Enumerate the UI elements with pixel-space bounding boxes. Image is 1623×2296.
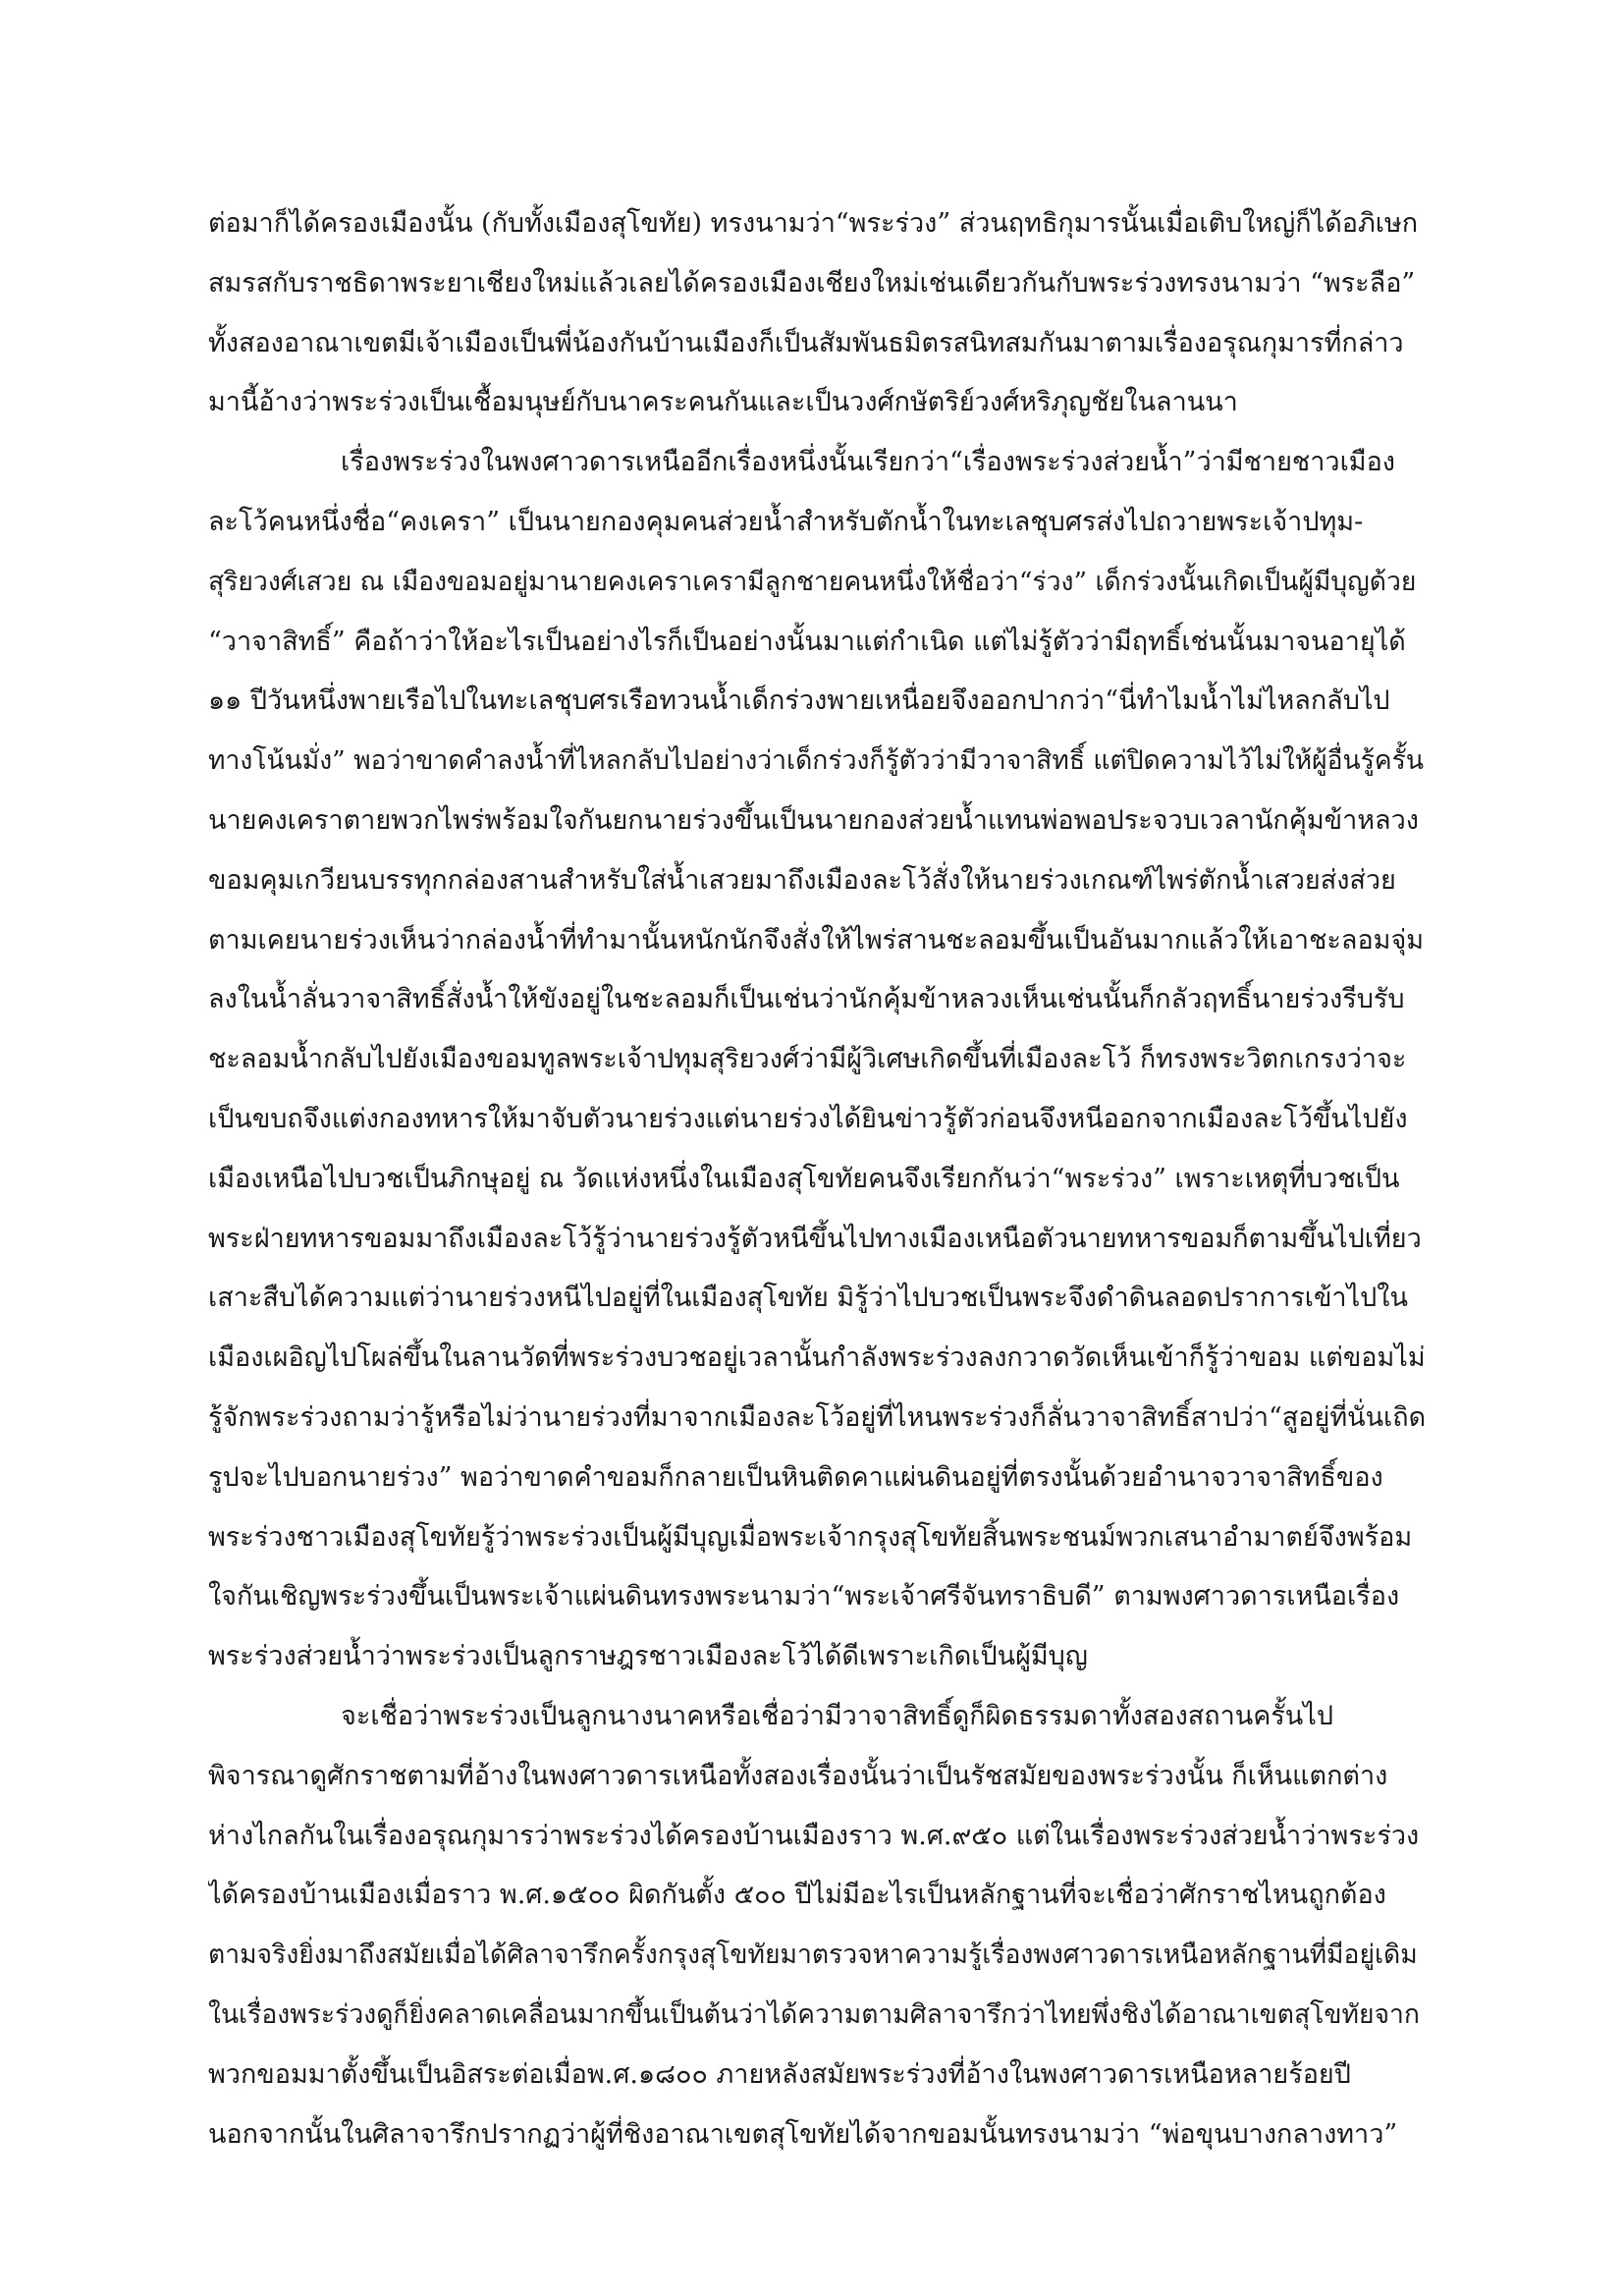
text-line: ๑๑ ปีวันหนึ่งพายเรือไปในทะเลชุบศรเรือทวนน้ำเด็กร่วงพายเหนื่อยจึงออกปากว่า“นี่ทำไมน้ำไม่ไหลกลับไป xyxy=(208,685,1390,717)
text-line: ในเรื่องพระร่วงดูก็ยิ่งคลาดเคลื่อนมากขึ้นเป็นต้นว่าได้ความตามศิลาจารึกว่าไทยพึ่งชิงได้อาณาเขตสุโขทัยจาก xyxy=(208,1998,1420,2030)
text-line: พระร่วงชาวเมืองสุโขทัยรู้ว่าพระร่วงเป็นผู้มีบุญเมื่อพระเจ้ากรุงสุโขทัยสิ้นพระชนม์พวกเสนาอำมาตย์จึงพร้อม xyxy=(208,1521,1413,1553)
text-line: ลงในน้ำลั่นวาจาสิทธิ์สั่งน้ำให้ขังอยู่ในชะลอมก็เป็นเช่นว่านักคุ้มข้าหลวงเห็นเช่นนั้นก็กลัวฤทธิ์นายร่วงรีบรับ xyxy=(208,984,1405,1015)
text-line: ขอมคุมเกวียนบรรทุกกล่องสานสำหรับใส่น้ำเสวยมาถึงเมืองละโว้สั่งให้นายร่วงเกณฑ์ไพร่ตักน้ำเสวยส่งส่วย xyxy=(208,864,1396,896)
text-line: ห่างไกลกันในเรื่องอรุณกุมารว่าพระร่วงได้ครองบ้านเมืองราว พ.ศ.๙๕๐ แต่ในเรื่องพระร่วงส่วยน้ำว่าพระร่วง xyxy=(208,1820,1420,1851)
body-text xyxy=(208,194,1426,2164)
text-line: พวกขอมมาตั้งขึ้นเป็นอิสระต่อเมื่อพ.ศ.๑๘๐๐ ภายหลังสมัยพระร่วงที่อ้างในพงศาวดารเหนือหลายร้อยปี xyxy=(208,2058,1351,2090)
text-line: ทั้งสองอาณาเขตมีเจ้าเมืองเป็นพี่น้องกันบ้านเมืองก็เป็นสัมพันธมิตรสนิทสมกันมาตามเรื่องอรุณกุมารที่กล่าว xyxy=(208,327,1404,358)
text-line: เมืองเหนือไปบวชเป็นภิกษุอยู่ ณ วัดแห่งหนึ่งในเมืองสุโขทัยคนจึงเรียกกันว่า“พระร่วง” เพราะเหตุที่บวชเป็น xyxy=(208,1163,1400,1194)
text-line: นอกจากนั้นในศิลาจารึกปรากฏว่าผู้ที่ชิงอาณาเขตสุโขทัยได้จากขอมนั้นทรงนามว่า “พ่อขุนบางกลางทาว” xyxy=(208,2118,1398,2150)
text-line: รู้จักพระร่วงถามว่ารู้หรือไม่ว่านายร่วงที่มาจากเมืองละโว้อยู่ที่ไหนพระร่วงก็ลั่นวาจาสิทธิ์สาปว่า“สูอยู่ที่นั่นเถิด xyxy=(208,1401,1426,1433)
text-line: “วาจาสิทธิ์” คือถ้าว่าให้อะไรเป็นอย่างไรก็เป็นอย่างนั้นมาแต่กำเนิด แต่ไม่รู้ตัวว่ามีฤทธิ์เช่นนั้นมาจนอายุได้ xyxy=(208,626,1406,657)
text-line: สุริยวงศ์เสวย ณ เมืองขอมอยู่มานายคงเคราเครามีลูกชายคนหนึ่งให้ชื่อว่า“ร่วง” เด็กร่วงนั้นเกิดเป็นผู้มีบุญด้วย xyxy=(208,566,1417,597)
text-line: ละโว้คนหนึ่งชื่อ“คงเครา” เป็นนายกองคุมคนส่วยน้ำสำหรับตักน้ำในทะเลชุบศรส่งไปถวายพระเจ้าปทุม- xyxy=(208,506,1364,537)
paragraph-first-line: เรื่องพระร่วงในพงศาวดารเหนืออีกเรื่องหนึ่งนั้นเรียกว่า“เรื่องพระร่วงส่วยน้ำ”ว่ามีชายชาวเมือง xyxy=(341,447,1395,478)
text-line: พระร่วงส่วยน้ำว่าพระร่วงเป็นลูกราษฎรชาวเมืองละโว้ได้ดีเพราะเกิดเป็นผู้มีบุญ xyxy=(208,1641,1088,1672)
text-line: มานี้อ้างว่าพระร่วงเป็นเชื้อมนุษย์กับนาคระคนกันและเป็นวงศ์กษัตริย์วงศ์หริภุญชัยในลานนา xyxy=(208,387,1238,418)
text-line: นายคงเคราตายพวกไพร่พร้อมใจกันยกนายร่วงขึ้นเป็นนายกองส่วยน้ำแทนพ่อพอประจวบเวลานักคุ้มข้าหลวง xyxy=(208,804,1419,836)
text-line: สมรสกับราชธิดาพระยาเชียงใหม่แล้วเลยได้ครองเมืองเชียงใหม่เช่นเดียวกันกับพระร่วงทรงนามว่า “พระลือ” xyxy=(208,267,1416,299)
text-line: ชะลอมน้ำกลับไปยังเมืองขอมทูลพระเจ้าปทุมสุริยวงศ์ว่ามีผู้วิเศษเกิดขึ้นที่เมืองละโว้ ก็ทรงพระวิตกเกรงว่าจะ xyxy=(208,1044,1407,1075)
text-line: ได้ครองบ้านเมืองเมื่อราว พ.ศ.๑๕๐๐ ผิดกันตั้ง ๕๐๐ ปีไม่มีอะไรเป็นหลักฐานที่จะเชื่อว่าศักราชไหนถูกต้อง xyxy=(208,1880,1386,1911)
text-line: ทางโน้นมั่ง” พอว่าขาดคำลงน้ำที่ไหลกลับไปอย่างว่าเด็กร่วงก็รู้ตัวว่ามีวาจาสิทธิ์ แต่ปิดความไว้ไม่ให้ผู้อื่นรู้ครั้น xyxy=(208,745,1424,777)
paragraph-first-line: จะเชื่อว่าพระร่วงเป็นลูกนางนาคหรือเชื่อว่ามีวาจาสิทธิ์ดูก็ผิดธรรมดาทั้งสองสถานครั้นไป xyxy=(341,1700,1333,1731)
text-line: ตามจริงยิ่งมาถึงสมัยเมื่อได้ศิลาจารึกครั้งกรุงสุโขทัยมาตรวจหาความรู้เรื่องพงศาวดารเหนือหลักฐานที่มีอยู่เดิม xyxy=(208,1940,1418,1971)
text-line: เสาะสืบได้ความแต่ว่านายร่วงหนีไปอยู่ที่ในเมืองสุโขทัย มิรู้ว่าไปบวชเป็นพระจึงดำดินลอดปราการเข้าไปใน xyxy=(208,1283,1408,1314)
text-line: พิจารณาดูศักราชตามที่อ้างในพงศาวดารเหนือทั้งสองเรื่องนั้นว่าเป็นรัชสมัยของพระร่วงนั้น ก็เห็นแตกต่าง xyxy=(208,1760,1388,1791)
text-line: ตามเคยนายร่วงเห็นว่ากล่องน้ำที่ทำมานั้นหนักนักจึงสั่งให้ไพร่สานชะลอมขึ้นเป็นอันมากแล้วให้เอาชะลอมจุ่ม xyxy=(208,924,1425,956)
text-line: เมืองเผอิญไปโผล่ขึ้นในลานวัดที่พระร่วงบวชอยู่เวลานั้นกำลังพระร่วงลงกวาดวัดเห็นเข้าก็รู้ว่าขอม แต่ขอมไม่ xyxy=(208,1342,1426,1374)
text-line: รูปจะไปบอกนายร่วง” พอว่าขาดคำขอมก็กลายเป็นหินติดคาแผ่นดินอยู่ที่ตรงนั้นด้วยอำนาจวาจาสิทธิ์ของ xyxy=(208,1461,1383,1493)
text-line: ต่อมาก็ได้ครองเมืองนั้น (กับทั้งเมืองสุโขทัย) ทรงนามว่า“พระร่วง” ส่วนฤทธิกุมารนั้นเมื่อเติบใหญ่ก็ได้อภิเษก xyxy=(208,208,1419,239)
text-line: เป็นขบถจึงแต่งกองทหารให้มาจับตัวนายร่วงแต่นายร่วงได้ยินข่าวรู้ตัวก่อนจึงหนีออกจากเมืองละโว้ขึ้นไปยัง xyxy=(208,1103,1408,1134)
text-line: พระฝ่ายทหารขอมมาถึงเมืองละโว้รู้ว่านายร่วงรู้ตัวหนีขึ้นไปทางเมืองเหนือตัวนายทหารขอมก็ตามขึ้นไปเที่ยว xyxy=(208,1223,1422,1254)
text-line: ใจกันเชิญพระร่วงขึ้นเป็นพระเจ้าแผ่นดินทรงพระนามว่า“พระเจ้าศรีจันทราธิบดี” ตามพงศาวดารเหนือเรื่อง xyxy=(208,1581,1400,1613)
